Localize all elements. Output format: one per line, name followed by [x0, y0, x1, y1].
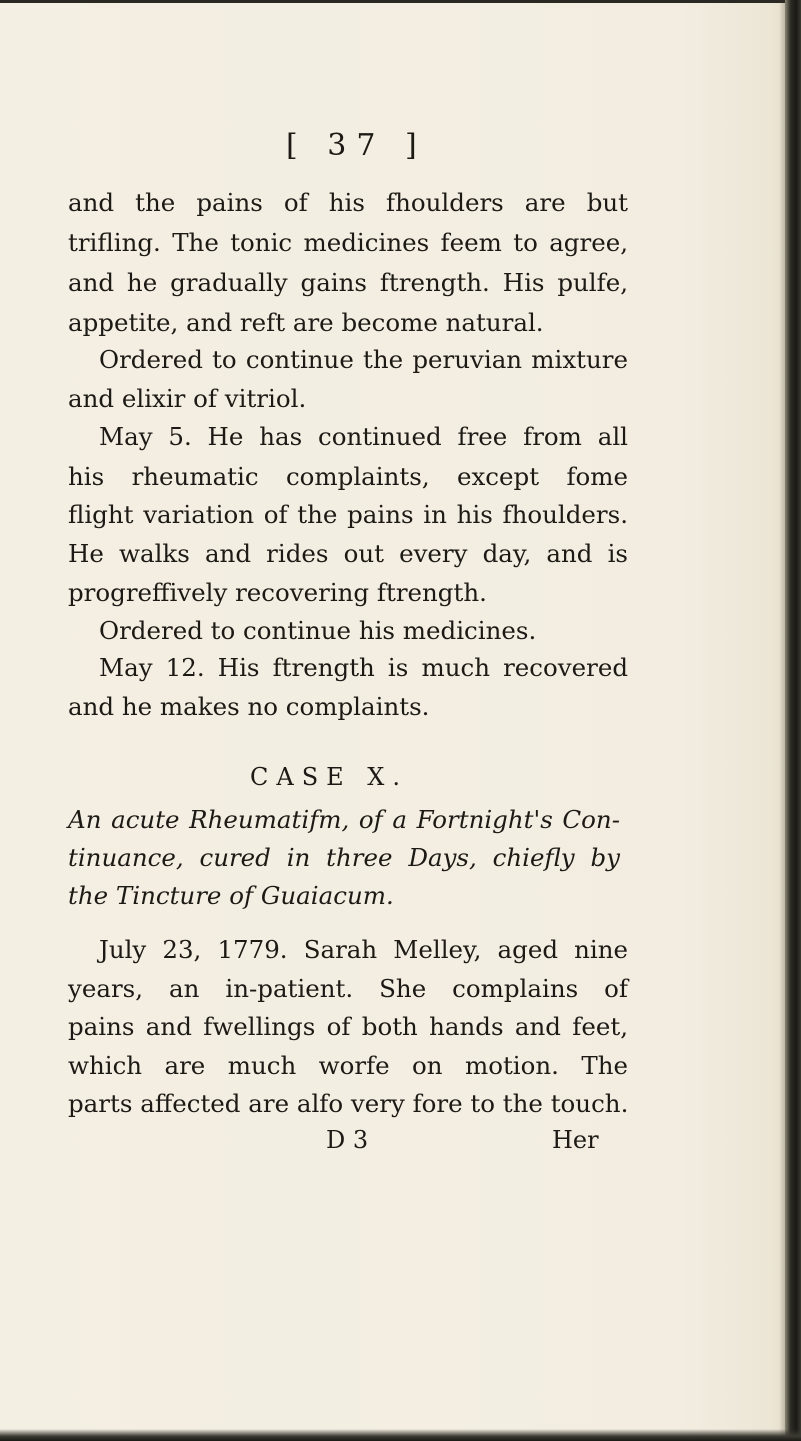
text-line: May 5. He has continued free from all — [99, 422, 628, 451]
signature-mark: D 3 — [326, 1126, 369, 1154]
text-line: He walks and rides out every day, and is — [68, 539, 628, 568]
case-heading: CASE X. — [250, 763, 408, 791]
text-line: and he gradually gains ftrength. His pulfe, — [68, 268, 628, 297]
text-line: which are much worfe on motion. The — [68, 1051, 628, 1080]
text-line: and the pains of his fhoulders are but — [68, 188, 628, 217]
text-line: and he makes no complaints. — [68, 692, 430, 721]
text-line: May 12. His ftrength is much recovered — [99, 653, 628, 682]
case-subtitle-line: the Tincture of Guaiacum. — [68, 881, 394, 910]
page-bottom-edge — [0, 1429, 801, 1441]
text-line: appetite, and reft are become natural. — [68, 308, 544, 337]
text-line: years, an in-patient. She complains of — [68, 974, 628, 1003]
text-line: Ordered to continue the peruvian mixture — [99, 345, 628, 374]
text-line: flight variation of the pains in his fhoulders. — [68, 500, 628, 529]
text-line: pains and fwellings of both hands and feet, — [68, 1012, 628, 1041]
text-line: parts affected are alfo very fore to the touch. — [68, 1089, 629, 1118]
text-line: July 23, 1779. Sarah Melley, aged nine — [99, 935, 628, 964]
case-subtitle-line: An acute Rheumatifm, of a Fortnight's Con- — [68, 805, 620, 834]
text-line: progreffively recovering ftrength. — [68, 578, 487, 607]
text-line: his rheumatic complaints, except fome — [68, 462, 628, 491]
text-line: and elixir of vitriol. — [68, 384, 307, 413]
catchword: Her — [552, 1126, 599, 1154]
page-top-edge — [0, 0, 801, 3]
book-spine — [785, 0, 801, 1441]
text-line: Ordered to continue his medicines. — [99, 616, 537, 645]
text-line: trifling. The tonic medicines feem to agree, — [68, 228, 628, 257]
page-number: [ 37 ] — [286, 128, 427, 163]
case-subtitle-line: tinuance, cured in three Days, chiefly by — [68, 843, 620, 872]
